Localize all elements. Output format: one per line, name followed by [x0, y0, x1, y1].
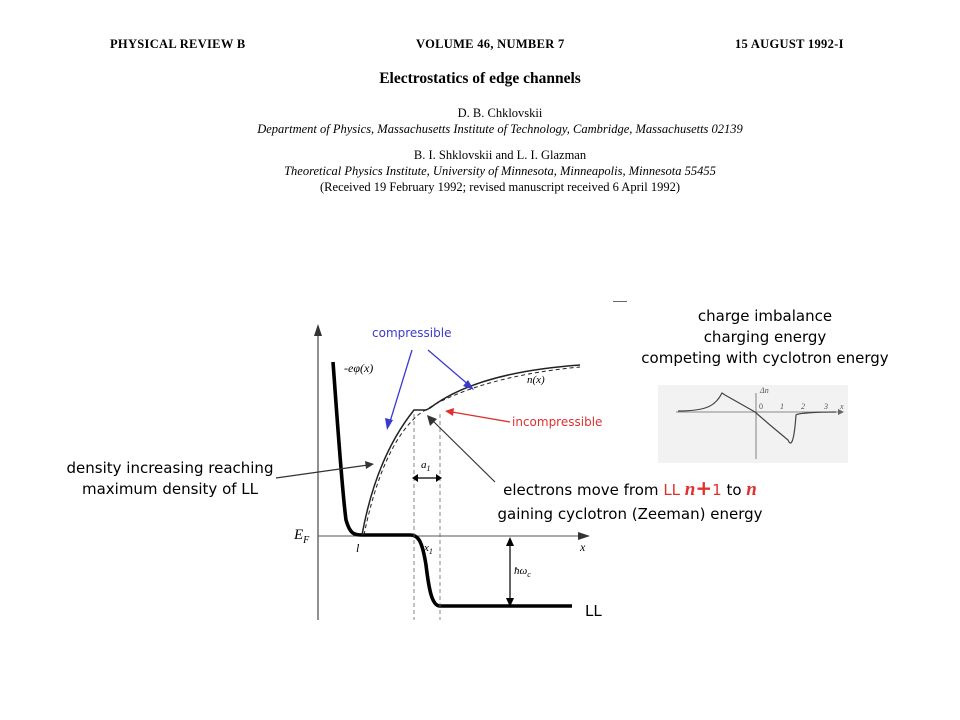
volume-number: VOLUME 46, NUMBER 7 — [416, 37, 565, 51]
hw-arrow-top — [506, 537, 514, 546]
affiliation-1: Department of Physics, Massachusetts Institute of Technology, Cambridge, Massachusetts 02139 — [257, 122, 743, 136]
inset-tick-0: 0 — [759, 402, 763, 411]
compressible-arrow-1 — [389, 350, 412, 425]
electrons-arrow — [432, 420, 495, 482]
electrons-note-line1: electrons move from LL n+1 to n — [503, 476, 757, 500]
compressible-arrowhead-1 — [385, 418, 393, 430]
author-2: B. I. Shklovskii and L. I. Glazman — [413, 148, 587, 162]
charge-note-line2: charging energy — [703, 328, 827, 346]
affiliation-2: Theoretical Physics Institute, University of Minnesota, Minneapolis, Minnesota 55455 — [284, 164, 716, 178]
inset-tick-1: 1 — [780, 402, 784, 411]
y-axis-arrow — [314, 324, 322, 336]
density-note — [40, 458, 300, 500]
charge-note-line1: charge imbalance — [697, 307, 833, 325]
inset-ylabel: Δn — [760, 386, 769, 395]
incompressible-arrow — [452, 412, 510, 422]
inset-plot — [658, 385, 848, 463]
a-label: $a_1$ — [421, 459, 431, 473]
inset-tick-2: 2 — [801, 402, 805, 411]
compressible-label: compressible — [372, 326, 452, 340]
inset-xlabel: x — [840, 402, 844, 411]
density-arrowhead — [365, 461, 374, 469]
l-label: l — [356, 541, 360, 555]
paper-title: Electrostatics of edge channels — [379, 70, 581, 87]
ll-label: LL — [585, 602, 602, 620]
x1-label: $x_1$ — [424, 542, 433, 556]
incompressible-label: incompressible — [512, 415, 603, 429]
charge-note — [620, 306, 910, 369]
issue-date: 15 AUGUST 1992-I — [735, 37, 844, 51]
density-note-line2: maximum density of LL — [81, 480, 259, 498]
inset-svg — [658, 385, 848, 463]
a1-arrow-right — [436, 474, 442, 482]
compressible-arrow-2 — [428, 350, 470, 386]
electrons-note-line2: gaining cyclotron (Zeeman) energy — [497, 505, 763, 523]
x-axis-arrow — [578, 532, 590, 540]
x-label: x — [580, 540, 586, 554]
fermi-energy-label: $E_F$ — [294, 527, 310, 546]
incompressible-arrowhead — [445, 408, 454, 416]
charge-note-line3: competing with cyclotron energy — [641, 349, 889, 367]
a1-arrow-left — [412, 474, 418, 482]
electrons-arrowhead — [427, 415, 437, 426]
author-1: D. B. Chklovskii — [457, 106, 543, 120]
n-label: n(x) — [527, 374, 545, 386]
hw-label: $ħ\omega_c$ — [514, 565, 531, 579]
received-dates: (Received 19 February 1992; revised manuscript received 6 April 1992) — [320, 180, 680, 194]
inset-tick-3: 3 — [824, 402, 828, 411]
inset-curve — [678, 393, 836, 443]
phi-label: -eφ(x) — [344, 361, 374, 375]
density-note-line1: density increasing reaching — [66, 459, 274, 477]
journal-name: PHYSICAL REVIEW B — [110, 37, 246, 51]
electrons-note — [470, 478, 790, 525]
